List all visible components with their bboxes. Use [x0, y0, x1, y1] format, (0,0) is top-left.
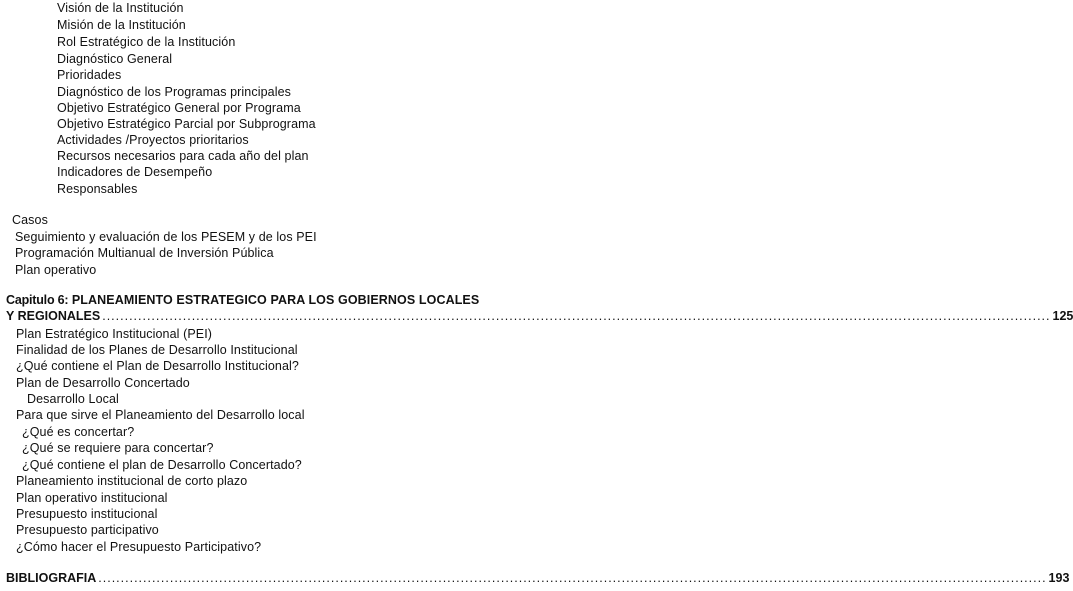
toc-item: Indicadores de Desempeño — [57, 165, 213, 179]
toc-item: Objetivo Estratégico General por Programa — [57, 101, 301, 115]
toc-item: ¿Cómo hacer el Presupuesto Participativo? — [16, 540, 262, 554]
toc-item: Desarrollo Local — [27, 392, 119, 406]
toc-item: Presupuesto institucional — [16, 507, 158, 521]
toc-item: Recursos necesarios para cada año del plan — [57, 149, 309, 163]
toc-item: Seguimiento y evaluación de los PESEM y de los PEI — [15, 230, 317, 244]
chapter-heading — [6, 292, 479, 308]
toc-item: Responsables — [57, 182, 138, 196]
toc-item: ¿Qué contiene el plan de Desarrollo Concertado? — [22, 458, 302, 472]
toc-item: ¿Qué contiene el Plan de Desarrollo Institucional? — [16, 359, 299, 373]
toc-item: Plan operativo — [15, 263, 97, 277]
toc-item: Diagnóstico de los Programas principales — [57, 85, 291, 99]
toc-item: Plan de Desarrollo Concertado — [16, 376, 190, 390]
toc-item: Visión de la Institución — [57, 1, 184, 15]
chapter-page-number: 125 — [1052, 309, 1073, 323]
toc-item: Finalidad de los Planes de Desarrollo Institucional — [16, 343, 298, 357]
toc-item: Plan operativo institucional — [16, 491, 168, 505]
toc-item: Programación Multianual de Inversión Pública — [15, 246, 274, 260]
chapter-title: PLANEAMIENTO ESTRATEGICO PARA LOS GOBIERNOS LOCALES — [71, 293, 480, 307]
bibliografia-page-number: 193 — [1048, 571, 1070, 585]
toc-item: Para que sirve el Planeamiento del Desarrollo local — [16, 408, 305, 422]
toc-item: Presupuesto participativo — [16, 523, 159, 537]
bibliografia-row — [6, 570, 1070, 586]
chapter-title-line2-row — [6, 308, 1073, 324]
toc-item: Prioridades — [57, 68, 122, 82]
toc-item: Objetivo Estratégico Parcial por Subprograma — [57, 117, 316, 131]
leader-dots: .................................................................................................................................................................................................................... — [98, 571, 1047, 585]
bibliografia-label: BIBLIOGRAFIA — [6, 571, 97, 585]
toc-item: Plan Estratégico Institucional (PEI) — [16, 327, 213, 341]
toc-casos: Casos — [12, 213, 48, 227]
toc-item: Rol Estratégico de la Institución — [57, 35, 236, 49]
toc-item: Diagnóstico General — [57, 52, 173, 66]
toc-item: ¿Qué es concertar? — [22, 425, 135, 439]
chapter-label: Capitulo 6: — [6, 293, 69, 307]
toc-item: Actividades /Proyectos prioritarios — [57, 133, 249, 147]
toc-item: ¿Qué se requiere para concertar? — [22, 441, 214, 455]
toc-item: Planeamiento institucional de corto plazo — [16, 474, 248, 488]
toc-item: Misión de la Institución — [57, 18, 186, 32]
chapter-title-continuation: Y REGIONALES — [6, 309, 101, 323]
leader-dots: .................................................................................................................................................................................................................... — [102, 309, 1051, 323]
